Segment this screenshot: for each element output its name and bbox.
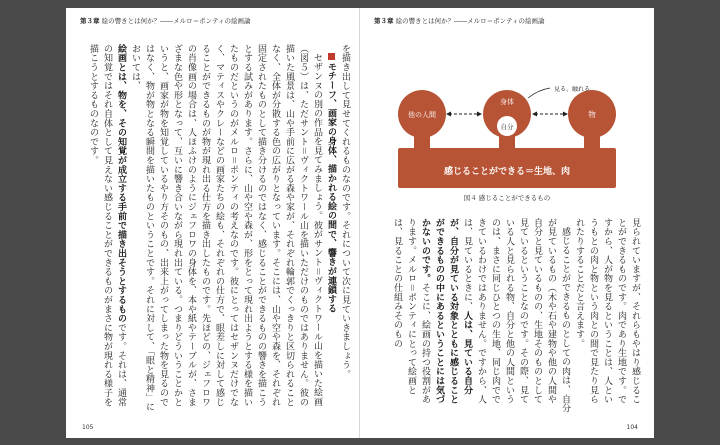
left-page: [66, 8, 360, 438]
paragraph-text: です。それは、通常の知覚ではそれ自体として見えない感じることができるものがまさに物が現れる様子を描こうとするものなのです。: [88, 44, 126, 407]
right-page: [360, 8, 654, 438]
emphasis-text: 絵画とは、物を、その知覚が成立する手前で描き出そうとするもの: [116, 44, 126, 323]
figure-diagram: [378, 86, 636, 196]
paragraph-text: そこに、絵画の持つ役割があります。メルロ＝ポンティにとって絵画とは、見ることの仕組みそのもの: [392, 218, 430, 405]
paragraph: [86, 44, 128, 414]
node-body: 身体: [500, 98, 514, 106]
paragraph: 見られていますが、それらもやはり感じることができるものです。肉であり生地です。ですから、人が物を見るということは、人というもとの肉と物という肉との間で見たり見られたりすることだと言えます。: [574, 218, 640, 404]
arrow-label-leader: [528, 88, 550, 98]
paragraph: を描き出して見せてくれるものなのです。それについて次に見ていきましょう。: [340, 44, 350, 379]
band-label: 感じることができる＝生地、肉: [443, 167, 571, 177]
node-other-person: 他の人間: [408, 111, 436, 119]
chapter-title: 絵の響きとは何か？――メルロ＝ポンティの絵画論: [395, 17, 545, 25]
arrow-right: [532, 112, 568, 117]
page-number: 104: [626, 424, 638, 431]
body-text: [82, 44, 352, 414]
section-heading-text: モチーフ、画家の身体、描かれる絵の間で、響きが連鎖する: [326, 62, 336, 314]
paragraph: [390, 218, 572, 413]
chapter-title: 絵の響きとは何か？――メルロ＝ポンティの絵画論: [101, 17, 251, 25]
section-heading: [324, 44, 338, 414]
paragraph-text: 感じることができるものとしての肉は、自分が見ているもの（木や石や建物や他の人間や自分と見ているものの、生地そのものとして見ているということなのです。その際、見ている人と見られる物、自分と他の人間というのは、まさに同じひとつの生地、同じ肉でできているわけではありません。ですから、人は、見ているときに、: [462, 218, 570, 413]
node-thing: 物: [588, 110, 596, 119]
running-header: [374, 16, 545, 25]
body-text: [382, 218, 642, 413]
paragraph: セザンヌの別の作品を見てみましょう。彼がサント＝ヴィクトワール山を描いた絵画（図５）は、ただサント＝ヴィクトワール山を描いただけのものではありません。彼の描いた風景は、山や手前に広がる森や家が、それぞれ輪郭でくっきりと区切られることなく、全体が分散する色の広がりとなっています。そこには、山や空や森を、それぞれ固定されたものとして描き分けるのではなく、感じることができるものの響きを描こうとする試みがあります。さらに、山や空や森が、形をとって現れ出ようとする様を描いたものだというのがメルロ＝ポンティの考えなのです。彼にとってはセザンヌだけでなく、マティスやクレーなどの画家たちの絵も、それぞれの仕方で、眼差しに対して感じることができるものが物が現れ出る仕方を描き出したものです。先ほどの、ジェフロワの肖像画の場合は、人ほふけのようにジェフロワの身体を、本や紙やテーブルが、さまざまな色や形となって、互いに響き合いながら現れ出ている。つまりどういうことかというと、画家が物を知覚しているやり方そのもの、出来上がってしまった物を見るのではなく、物が物となる瞬間を描いたものということです。それに対して、「眼と精神」においては、: [130, 44, 322, 412]
node-self: 自分: [500, 123, 514, 131]
figure-caption: 図４ 感じることができるもの: [463, 194, 551, 202]
emphasis-text: 人は、見ている自分が、自分が見ている対象とともに感じることができるものの中にあるということには気づかないのです。: [420, 218, 472, 404]
arrow-label: 見る、触れる: [553, 86, 591, 93]
page-number: 105: [82, 424, 94, 431]
arrow-left: [446, 112, 482, 117]
heading-marker-icon: [328, 53, 335, 60]
chapter-number: 第３章: [80, 17, 100, 25]
chapter-number: 第３章: [374, 17, 394, 25]
running-header: [80, 16, 251, 25]
